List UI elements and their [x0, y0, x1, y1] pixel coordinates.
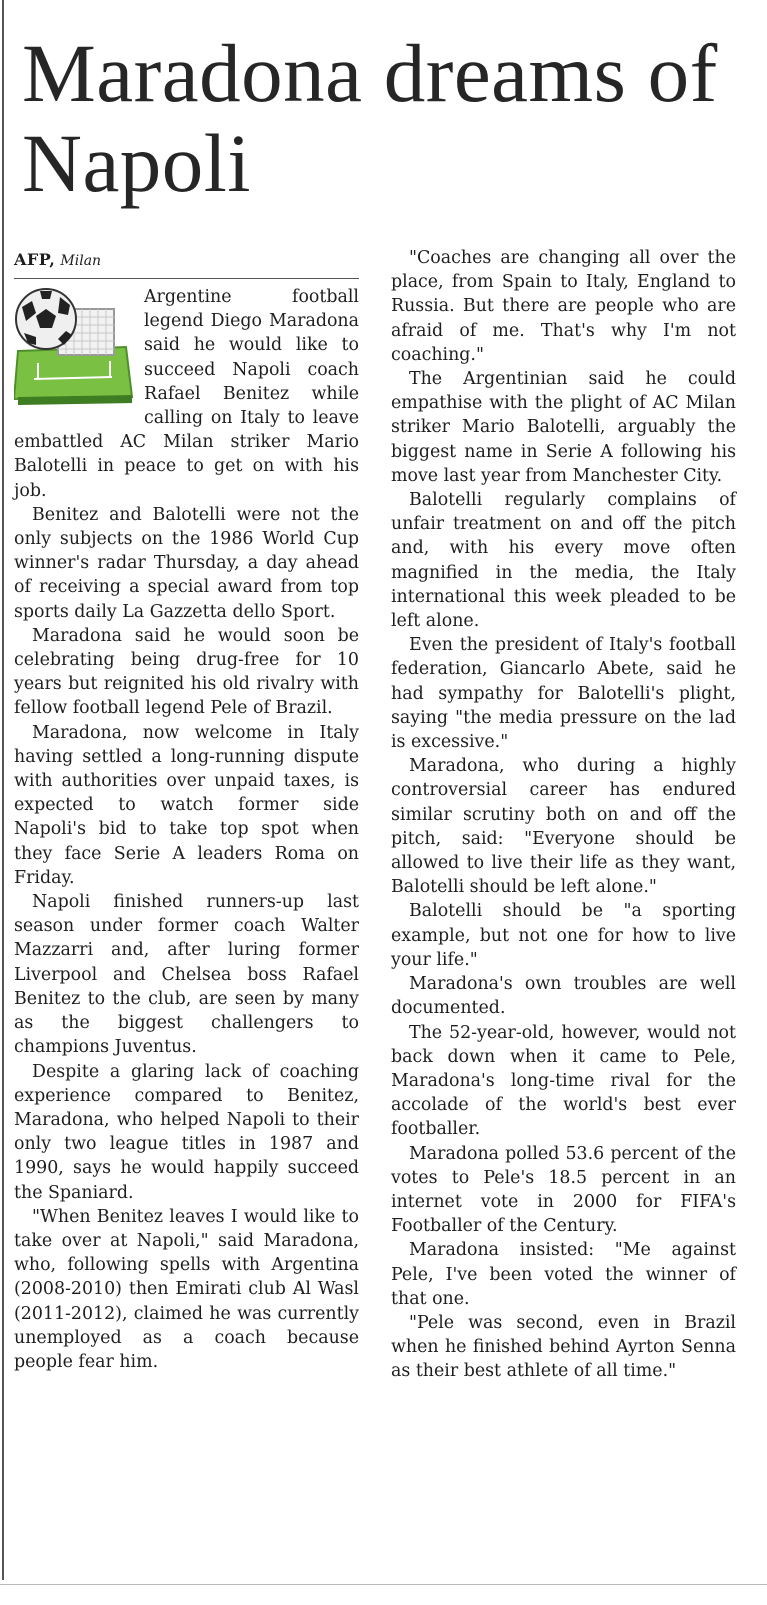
left-paragraph: Maradona said he would soon be celebrating being drug-free for 10 years but reignited his old rivalry with fellow football legend Pele of Brazil. [14, 625, 359, 719]
left-paragraph: "When Benitez leaves I would like to take over at Napoli," said Maradona, who, following spells with Argentina (2008-2010) then Emirati club Al Wasl (2011-2012), claimed he was currently unemployed as a coach because people fear him. [14, 1206, 359, 1372]
left-column [14, 250, 359, 1374]
right-paragraph: Balotelli regularly complains of unfair treatment on and off the pitch and, with his every move often magnified in the media, the Italy international this week pleaded to be left alone. [391, 490, 736, 632]
right-paragraph: Even the president of Italy's football federation, Giancarlo Abete, said he had sympathy for Balotelli's plight, saying "the media pressure on the lad is excessive." [391, 635, 736, 753]
right-paragraph: Maradona's own troubles are well documented. [391, 974, 736, 1019]
right-paragraph: "Coaches are changing all over the place, from Spain to Italy, England to Russia. But there are people who are afraid of me. That's why I'm not coaching." [391, 248, 736, 365]
right-paragraph: Maradona insisted: "Me against Pele, I've been voted the winner of that one. [391, 1240, 736, 1309]
headline: Maradona dreams of Napoli [22, 27, 718, 209]
byline-place: Milan [60, 253, 102, 269]
right-paragraph: The Argentinian said he could empathise with the plight of AC Milan striker Mario Balotelli, arguably the biggest name in Serie A following his move last year from Manchester City. [391, 369, 736, 486]
byline [14, 250, 359, 279]
bottom-rule [0, 1584, 767, 1585]
left-paragraph: Benitez and Balotelli were not the only subjects on the 1986 World Cup winner's radar Thursday, a day ahead of receiving a special award from top sports daily La Gazzetta dello Sport. [14, 504, 359, 622]
right-paragraph: The 52-year-old, however, would not back down when it came to Pele, Maradona's long-time rival for the accolade of the world's best ever footballer. [391, 1022, 736, 1140]
right-paragraph: Balotelli should be "a sporting example, but not one for how to live your life." [391, 901, 736, 970]
column-rule [2, 0, 4, 1580]
soccer-ball-goal-icon [14, 287, 134, 409]
left-paragraph: Argentine football legend Diego Maradona said he would like to succeed Napoli coach Rafael Benitez while calling on Italy to leave embattled AC Milan striker Mario Balotelli in peace to get on with his job. [14, 287, 359, 501]
right-paragraph: Maradona, who during a highly controversial career has endured similar scrutiny both on and off the pitch, said: "Everyone should be allowed to live their life as they want, Balotelli should be left alone." [391, 756, 736, 898]
left-paragraph: Napoli finished runners-up last season under former coach Walter Mazzarri and, after luring former Liverpool and Chelsea boss Rafael Benitez to the club, are seen by many as the biggest challengers to champions Juventus. [14, 892, 359, 1058]
right-column [391, 246, 736, 1384]
left-paragraph: Maradona, now welcome in Italy having settled a long-running dispute with authorities over unpaid taxes, is expected to watch former side Napoli's bid to take top spot when they face Serie A leaders Roma on Friday. [14, 722, 359, 888]
right-paragraph: Maradona polled 53.6 percent of the votes to Pele's 18.5 percent in an internet vote in 2000 for FIFA's Footballer of the Century. [391, 1143, 736, 1237]
right-paragraph: "Pele was second, even in Brazil when he finished behind Ayrton Senna as their best athlete of all time." [391, 1312, 736, 1382]
byline-agency: AFP, [14, 250, 56, 269]
left-paragraph: Despite a glaring lack of coaching experience compared to Benitez, Maradona, who helped Napoli to their only two league titles in 1987 and 1990, says he would happily succeed the Spaniard. [14, 1061, 359, 1203]
